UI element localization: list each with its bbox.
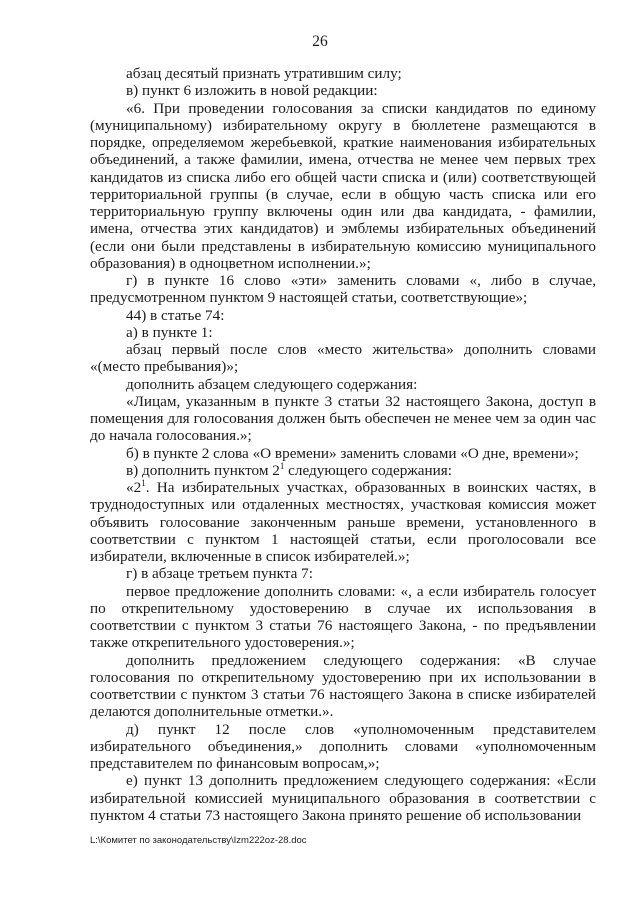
paragraph: абзац первый после слов «место жительства» дополнить словами «(место пребывания)»; — [90, 341, 596, 376]
superscript: 1 — [141, 477, 146, 488]
paragraph — [90, 462, 596, 479]
paragraph: а) в пункте 1: — [126, 323, 213, 341]
paragraph — [90, 479, 596, 565]
paragraph: е) пункт 13 дополнить предложением следующего содержания: «Если избирательной комиссией муниципального образования в соответствии с пунктом 4 статьи 73 настоящего Закона принято решение об использовании — [90, 772, 596, 824]
text-run: . На избирательных участках, образованных в воинских частях, в труднодоступных или отдаленных местностях, участковая комиссия может объявить голосование законченным раньше времени, установленного в соответствии с пунктом 1 настоящей статьи, если проголосовали все избиратели, включенные в список избирателей.»; — [90, 479, 596, 565]
paragraph: г) в абзаце третьем пункта 7: — [126, 565, 313, 583]
paragraph: дополнить предложением следующего содержания: «В случае голосования по открепительному удостоверению при их использовании в соответствии с пунктом 3 статьи 76 настоящего Закона в списке избирателей делаются дополнительные отметки.». — [90, 651, 596, 721]
text-run: «2 — [126, 479, 142, 496]
paragraph: дополнить абзацем следующего содержания: — [126, 375, 418, 393]
paragraph: б) в пункте 2 слова «О времени» заменить словами «О дне, времени»; — [126, 444, 579, 462]
text-run: следующего содержания: — [284, 461, 452, 479]
paragraph: г) в пункте 16 слово «эти» заменить словами «, либо в случае, предусмотренном пунктом 9 настоящей статьи, соответствующие»; — [90, 272, 596, 307]
text-run: в) дополнить пунктом 2 — [126, 461, 280, 479]
page-number: 26 — [312, 33, 328, 50]
paragraph: первое предложение дополнить словами: «, а если избиратель голосует по открепительному удостоверению в случае их использования в соответствии с пунктом 3 статьи 76 настоящего Закона, - по предъявлении также открепительного удостоверения.»; — [90, 582, 596, 652]
paragraph: «6. При проведении голосования за списки кандидатов по единому (муниципальному) избирательному округу в бюллетене размещаются в порядке, определяемом жеребьевкой, краткие наименования избирательных объединений, а также фамилии, имена, отчества не менее чем первых трех кандидатов из списка либо его общей части списка и (или) соответствующей территориальной группы (в случае, если в общую часть списка или его территориальную группу включены один или два кандидата, - фамилии, имена, отчества этих кандидатов) и эмблемы избирательных объединений (если они были представлены в избирательную комиссию муниципального образования) в одноцветном исполнении.»; — [90, 99, 596, 272]
paragraph: 44) в статье 74: — [126, 306, 225, 324]
document-body — [90, 65, 596, 824]
paragraph: «Лицам, указанным в пункте 3 статьи 32 настоящего Закона, доступ в помещения для голосования должен быть обеспечен не менее чем за один час до начала голосования.»; — [90, 392, 596, 445]
paragraph: д) пункт 12 после слов «уполномоченным представителем избирательного объединения,» дополнить словами «уполномоченным представителем по финансовым вопросам,»; — [90, 720, 596, 772]
paragraph: абзац десятый признать утратившим силу; — [126, 65, 402, 82]
paragraph: в) пункт 6 изложить в новой редакции: — [126, 82, 378, 100]
superscript: 1 — [279, 460, 285, 471]
footer-file-path: L:\Комитет по законодательству\Izm222oz-28.doc — [90, 835, 307, 846]
